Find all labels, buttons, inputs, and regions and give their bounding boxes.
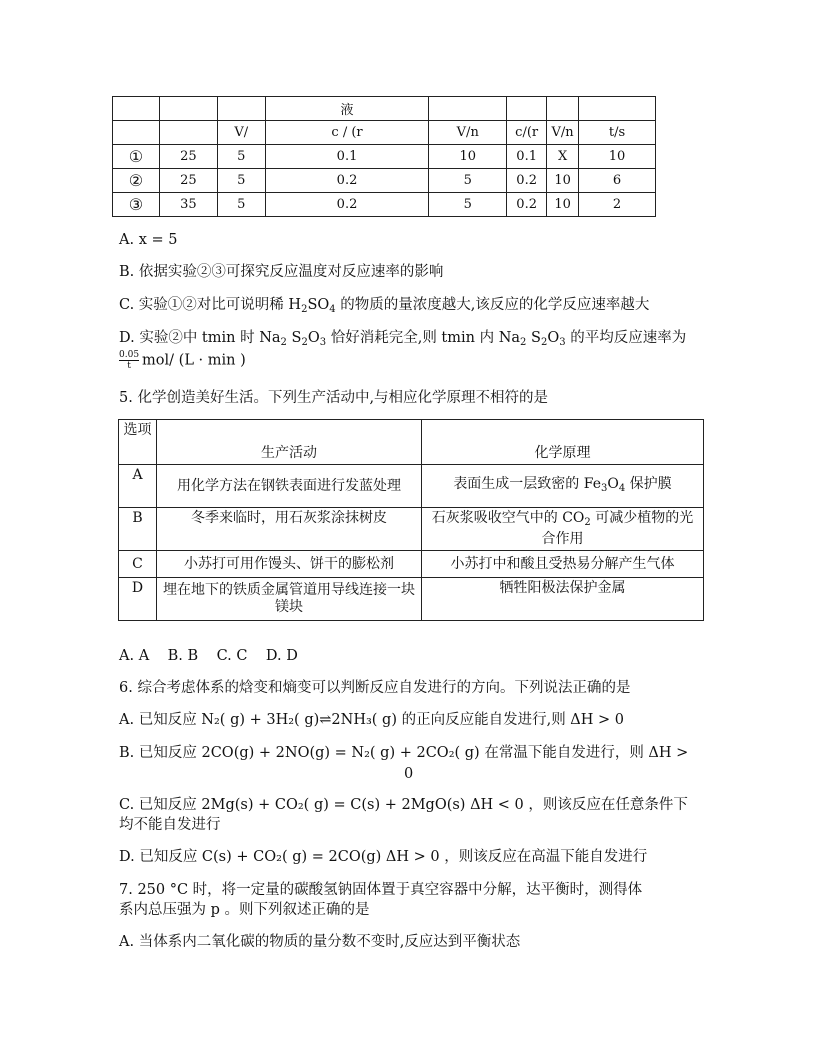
table-row: ② 25 5 0.2 5 0.2 10 6 (113, 169, 656, 193)
table-header-row (119, 420, 704, 465)
table-row: A 用化学方法在钢铁表面进行发蓝处理 表面生成一层致密的 $Fe_3O_4$ 保护膜 (119, 465, 704, 508)
header-cell: t/s (579, 121, 656, 145)
option-a: A. x = 5 (119, 232, 178, 248)
table-row: C 小苏打可用作馒头、饼干的膨松剂 小苏打中和酸且受热易分解产生气体 (119, 551, 704, 578)
option-b: B. 已知反应 2CO(g) + 2NO(g) = N₂( g) + 2CO₂( g) 在常温下能自发进行，则 ΔH > (119, 745, 689, 761)
option-d: D. 实验②中 tmin 时 $Na_2$ $S_2O_3$ 恰好消耗完全,则 tmin 内 $Na_2$ $S_2O_3$ 的平均反应速率为 (119, 330, 687, 348)
option-b: B. 依据实验②③可探究反应温度对反应速率的影响 (119, 264, 444, 280)
option-b-continued: 0 (404, 766, 414, 782)
header-cell: V/n (547, 121, 579, 145)
option-a: A. 当体系内二氧化碳的物质的量分数不变时,反应达到平衡状态 (119, 934, 521, 950)
question-7-stem-continued: 系内总压强为 p 。则下列叙述正确的是 (119, 902, 370, 918)
question-5-answers: A. A B. B C. C D. D (119, 648, 298, 664)
option-c: C. 已知反应 2Mg(s) + CO₂( g) = C(s) + 2MgO(s) ΔH < 0 ，则该反应在任意条件下 (119, 797, 688, 813)
option-d: D. 已知反应 C(s) + CO₂( g) = 2CO(g) ΔH > 0 ，则该反应在高温下能自发进行 (119, 849, 648, 865)
table-row: B 冬季来临时，用石灰浆涂抹树皮 石灰浆吸收空气中的 $CO_2$ 可减少植物的光合作用 (119, 508, 704, 551)
header-cell: V/n (429, 121, 507, 145)
experiment-table (112, 96, 656, 217)
header-cell: 生产活动 (157, 420, 422, 465)
question-7-stem: 7. 250 °C 时，将一定量的碳酸氢钠固体置于真空容器中分解，达平衡时，测得体 (119, 882, 643, 898)
fraction: $\frac{0.05}{t}$ (119, 350, 140, 371)
question-6-stem: 6. 综合考虑体系的焓变和熵变可以判断反应自发进行的方向。下列说法正确的是 (119, 680, 631, 696)
question-5-stem: 5. 化学创造美好生活。下列生产活动中,与相应化学原理不相符的是 (119, 390, 549, 406)
header-cell: c / (r (265, 121, 429, 145)
table-header-row (113, 97, 656, 121)
header-cell: c/(r (507, 121, 547, 145)
table-header-row (113, 121, 656, 145)
table-row: ① 25 5 0.1 10 0.1 X 10 (113, 145, 656, 169)
option-c: C. 实验①②对比可说明稀 $H_2SO_4$ 的物质的量浓度越大,该反应的化学反应速率越大 (119, 297, 650, 315)
header-cell: V/ (217, 121, 265, 145)
option-c-continued: 均不能自发进行 (119, 817, 221, 833)
table-row: ③ 35 5 0.2 5 0.2 10 2 (113, 193, 656, 217)
rate-expression: $\frac{0.05}{t}$ mol/ (L · min ) (119, 350, 246, 371)
option-a: A. 已知反应 N₂( g) + 3H₂( g)⇌2NH₃( g) 的正向反应能自发进行,则 ΔH > 0 (119, 712, 625, 728)
options-table (118, 419, 704, 621)
header-cell: 液 (265, 97, 429, 121)
header-cell: 化学原理 (422, 420, 704, 465)
header-cell: 选项 (119, 420, 157, 465)
table-row: D 埋在地下的铁质金属管道用导线连接一块镁块 牺牲阳极法保护金属 (119, 578, 704, 621)
